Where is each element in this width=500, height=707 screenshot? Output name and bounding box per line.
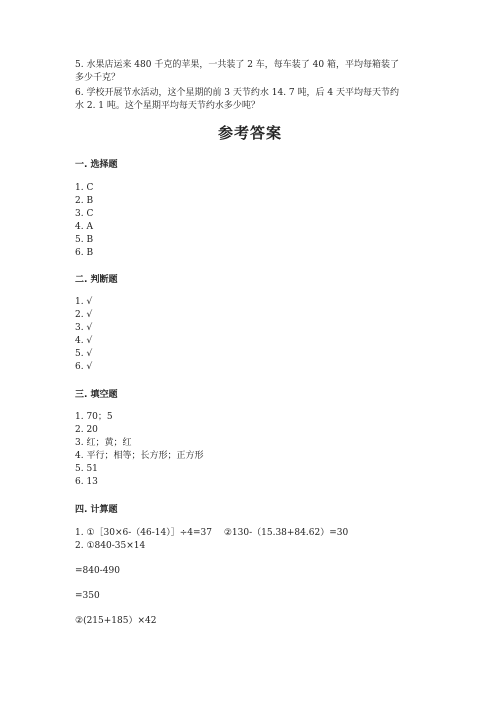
fill-answer: 5. 51: [75, 464, 98, 474]
fill-answer: 6. 13: [75, 477, 98, 487]
judge-answer: 4. √: [75, 336, 93, 346]
choice-answer: 3. C: [75, 209, 94, 219]
fill-answer: 2. 20: [75, 425, 98, 435]
section-heading-fill: 三. 填空题: [75, 390, 118, 400]
section-heading-choice: 一. 选择题: [75, 160, 118, 170]
calc-step: =350: [75, 591, 100, 601]
judge-answer: 1. √: [75, 297, 93, 307]
judge-answer: 2. √: [75, 310, 93, 320]
calc-answer: ②(215+185）×42: [75, 616, 157, 626]
calc-answer: 2. ①840-35×14: [75, 541, 146, 551]
choice-answer: 6. B: [75, 248, 94, 258]
calc-answer: 1. ①［30×6-（46-14）］÷4=37 ②130-（15.38+84.62）=30: [75, 528, 349, 538]
section-heading-calc: 四. 计算题: [75, 505, 118, 515]
fill-answer: 3. 红；黄；红: [75, 438, 132, 448]
choice-answer: 5. B: [75, 235, 94, 245]
section-heading-judge: 二. 判断题: [75, 275, 118, 285]
choice-answer: 1. C: [75, 183, 94, 193]
choice-answer: 2. B: [75, 196, 94, 206]
fill-answer: 4. 平行；相等；长方形；正方形: [75, 451, 204, 461]
choice-answer: 4. A: [75, 222, 93, 232]
judge-answer: 5. √: [75, 349, 93, 359]
question-6-line-2: 水 2. 1 吨。这个星期平均每天节约水多少吨？: [75, 101, 260, 111]
judge-answer: 3. √: [75, 323, 93, 333]
question-6-line-1: 6. 学校开展节水活动，这个星期的前 3 天节约水 14. 7 吨，后 4 天平均每天节约: [75, 88, 399, 98]
answer-key-title: 参考答案: [217, 124, 282, 142]
question-5-line-1: 5. 水果店运来 480 千克的苹果，一共装了 2 车，每车装了 40 箱，平均每箱装了: [75, 60, 399, 70]
fill-answer: 1. 70；5: [75, 412, 113, 422]
question-5-line-2: 多少千克？: [75, 73, 121, 83]
calc-step: =840-490: [75, 566, 120, 576]
judge-answer: 6. √: [75, 362, 93, 372]
